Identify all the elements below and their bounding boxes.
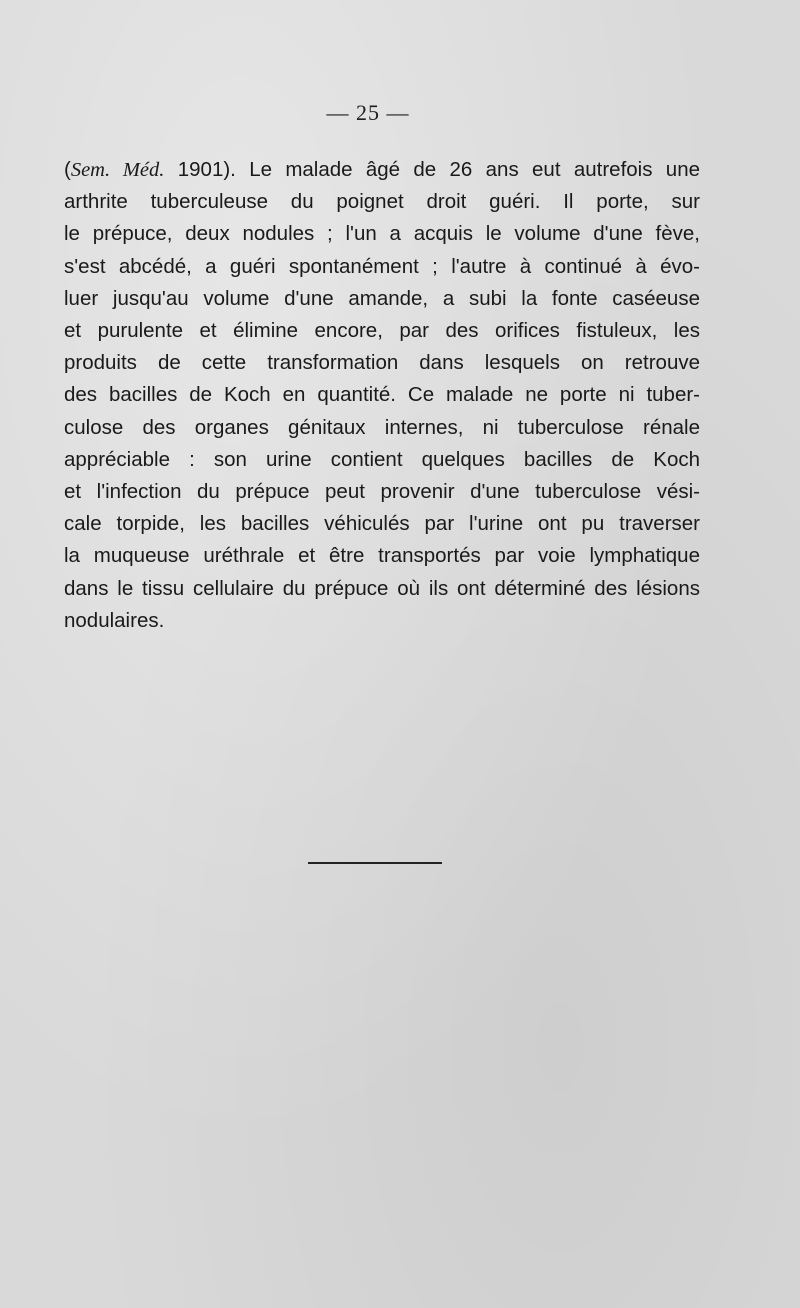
text-line: dans le tissu cellulaire du prépuce où ils ont déterminé des lésions: [64, 576, 700, 600]
text-line: luer jusqu'au volume d'une amande, a subi la fonte caséeuse: [64, 286, 700, 310]
section-divider: [308, 862, 442, 864]
text-line: et purulente et élimine encore, par des orifices fistuleux, les: [64, 319, 700, 343]
text-line: appréciable : son urine contient quelques bacilles de Koch: [64, 447, 700, 471]
text-line: le prépuce, deux nodules ; l'un a acquis le volume d'une fève,: [64, 222, 700, 246]
text-line: s'est abcédé, a guéri spontanément ; l'autre à continué à évo-: [64, 254, 700, 278]
opening-paren: (: [64, 158, 71, 181]
text-line: [64, 154, 700, 186]
text-line: arthrite tuberculeuse du poignet droit guéri. Il porte, sur: [64, 190, 700, 214]
text-line: et l'infection du prépuce peut provenir d'une tuberculose vési-: [64, 480, 700, 504]
text-line: nodulaires.: [64, 608, 165, 632]
text-line: des bacilles de Koch en quantité. Ce malade ne porte ni tuber-: [64, 383, 700, 407]
text-line: la muqueuse uréthrale et être transportés par voie lymphatique: [64, 544, 700, 568]
text-line: cale torpide, les bacilles véhiculés par l'urine ont pu traverser: [64, 512, 700, 536]
text-line-content: 1901). Le malade âgé de 26 ans eut autrefois une: [164, 158, 700, 181]
text-line: culose des organes génitaux internes, ni tuberculose rénale: [64, 415, 700, 439]
text-line: produits de cette transformation dans lesquels on retrouve: [64, 351, 700, 375]
citation-journal: Sem. Méd.: [70, 159, 165, 181]
body-paragraph: [64, 154, 700, 637]
page-number: — 25 —: [326, 100, 410, 125]
